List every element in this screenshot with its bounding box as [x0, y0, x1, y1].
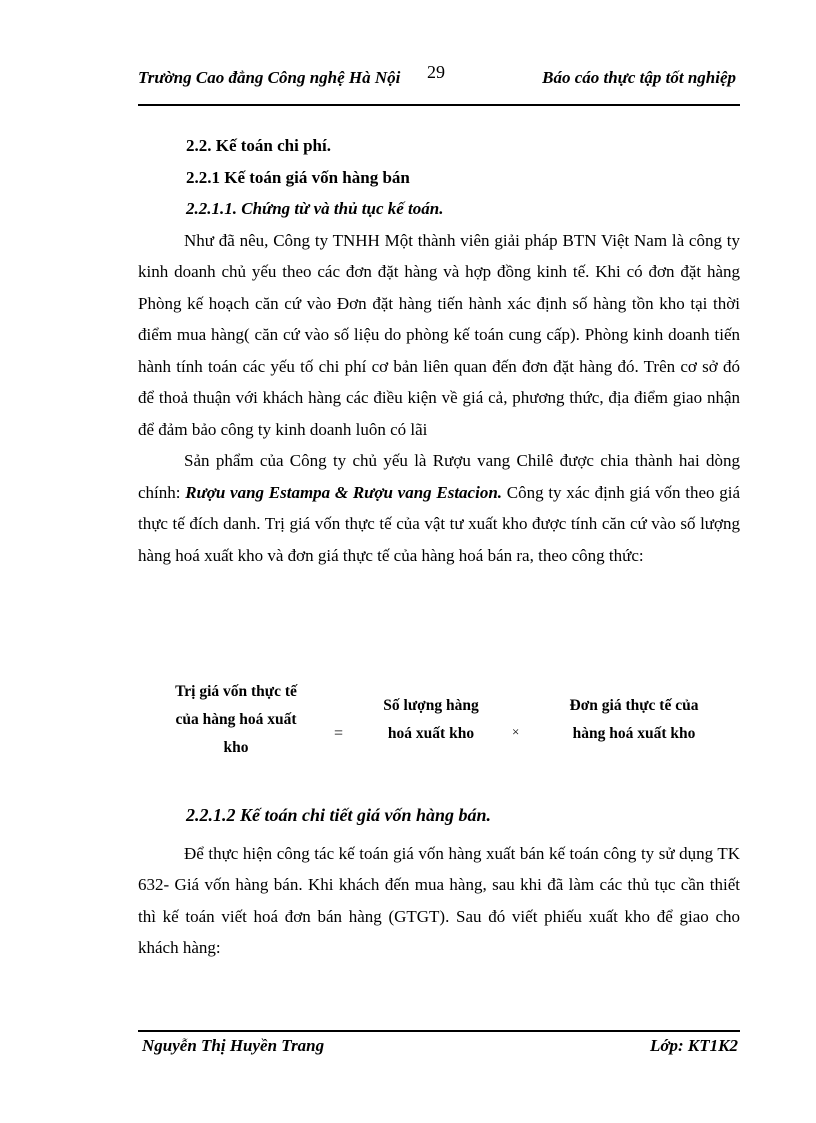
paragraph-1: Như đã nêu, Công ty TNHH Một thành viên giải pháp BTN Việt Nam là công ty kinh doanh chủ yếu theo các đơn đặt hàng và hợp đồng kinh tế. Khi có đơn đặt hàng Phòng kế hoạch căn cứ vào Đơn đặt hàng tiến hành xác định số hàng tồn kho tại thời điểm mua hàng( căn cứ vào số liệu do phòng kế toán cung cấp). Phòng kinh doanh tiến hành tính toán các yếu tố chi phí cơ bản liên quan đến đơn đặt hàng đó. Trên cơ sở đó để thoả thuận với khách hàng các điều kiện về giá cả, phương thức, địa điểm giao nhận để đảm bảo công ty kinh doanh luôn có lãi	[138, 230, 740, 439]
formula-left-line-2: của hàng hoá xuất	[175, 711, 297, 728]
formula-right	[546, 692, 722, 748]
heading-2-2-1-2: 2.2.1.2 Kế toán chi tiết giá vốn hàng bán.	[186, 805, 492, 825]
multiply-sign: ×	[512, 724, 520, 739]
heading-2-2-1-1: 2.2.1.1. Chứng từ và thủ tục kế toán.	[186, 199, 444, 218]
class-label: Lớp: KT1K2	[650, 1036, 738, 1055]
paragraph-2-end: Công ty xác định giá vốn theo giá thực tế đích danh. Trị giá vốn thực tế của vật tư xuất kho được tính căn cứ vào số lượng hàng hoá xuất kho và đơn giá thực tế của hàng hoá bán ra, theo công thức:	[138, 482, 740, 565]
main-content	[138, 130, 740, 571]
paragraph-2-emphasis: Rượu vang Estampa & Rượu vang Estacion.	[185, 482, 503, 502]
section-2-2-1-2	[138, 800, 740, 964]
paragraph-3: Để thực hiện công tác kế toán giá vốn hàng xuất bán kế toán công ty sử dụng TK 632- Giá vốn hàng bán. Khi khách đến mua hàng, sau khi đã làm các thủ tục cần thiết thì kế toán viết hoá đơn bán hàng (GTGT). Sau đó viết phiếu xuất kho để giao cho khách hàng:	[138, 843, 740, 957]
footer-rule	[138, 1030, 740, 1032]
formula-left-line-3: kho	[223, 739, 249, 756]
formula-right-line-1: Đơn giá thực tế của	[569, 697, 699, 714]
author-name: Nguyễn Thị Huyền Trang	[142, 1036, 325, 1055]
page-number: 29	[427, 62, 445, 82]
cost-formula	[138, 674, 740, 774]
paragraph-2	[138, 445, 740, 571]
heading-2-2-1: 2.2.1 Kế toán giá vốn hàng bán	[186, 167, 410, 187]
report-title: Báo cáo thực tập tốt nghiệp	[542, 68, 736, 87]
formula-middle	[366, 692, 496, 748]
formula-middle-line-1: Số lượng hàng	[383, 697, 479, 714]
equals-sign: =	[334, 725, 344, 742]
formula-middle-line-2: hoá xuất kho	[387, 725, 475, 742]
paragraph-2-start: Sản phẩm của Công ty chủ yếu là Rượu vang Chilê được chia thành hai dòng chính:	[138, 451, 740, 502]
school-name: Trường Cao đẳng Công nghệ Hà Nội	[138, 68, 401, 87]
formula-right-line-2: hàng hoá xuất kho	[572, 725, 696, 742]
formula-left	[160, 678, 312, 762]
header-rule	[138, 104, 740, 106]
formula-left-line-1: Trị giá vốn thực tế	[175, 683, 297, 700]
page-header	[138, 62, 740, 92]
heading-2-2: 2.2. Kế toán chi phí.	[186, 136, 331, 155]
